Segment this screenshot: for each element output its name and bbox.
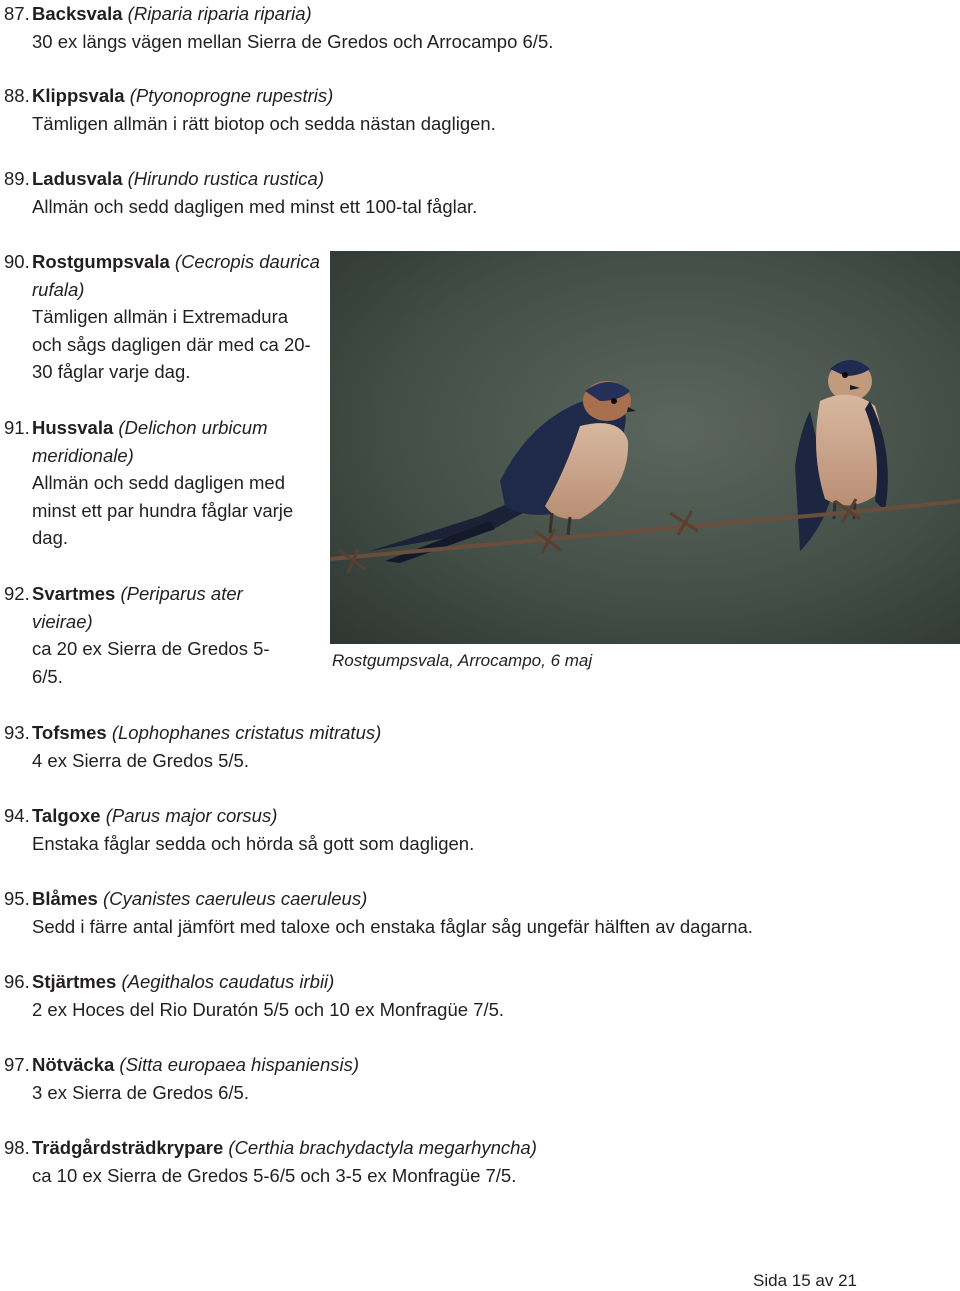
species-name: Svartmes [32,583,116,604]
entry-body [32,802,932,857]
species-observation: 2 ex Hoces del Rio Duratón 5/5 och 10 ex Monfragüe 7/5. [32,998,505,1020]
species-latin-name: (Lophophanes cristatus mitratus) [111,722,382,743]
species-observation: Allmän och sedd dagligen med minst ett par hundra fåglar varje dag. [32,472,294,548]
entry-number: 90. [4,251,30,272]
photo-caption: Rostgumpsvala, Arrocampo, 6 maj [332,651,593,670]
species-name: Blåmes [32,888,98,909]
species-observation: 4 ex Sierra de Gredos 5/5. [32,749,249,771]
entry-number: 88. [4,85,30,106]
species-name: Klippsvala [32,85,125,106]
entry-number: 98. [4,1137,30,1158]
species-name: Backsvala [32,3,123,24]
species-name: Tofsmes [32,722,107,743]
species-observation: Tämligen allmän i Extremadura och sågs dagligen där med ca 20-30 fåglar varje dag. [32,306,311,382]
species-observation: ca 10 ex Sierra de Gredos 5-6/5 och 3-5 ex Monfragüe 7/5. [32,1164,517,1186]
species-latin-name: (Certhia brachydactyla megarhyncha) [228,1137,537,1158]
species-latin-name: (Periparus ater vieirae) [32,583,243,632]
species-name: Stjärtmes [32,971,117,992]
entry-number: 97. [4,1054,30,1075]
entry-body [32,82,932,137]
species-latin-name: (Ptyonoprogne rupestris) [129,85,334,106]
species-latin-name: (Delichon urbicum meridionale) [32,417,268,466]
entry-number: 95. [4,888,30,909]
entry-body [32,0,932,55]
entry-body [32,719,932,774]
species-latin-name: (Riparia riparia riparia) [127,3,312,24]
entry-number: 89. [4,168,30,189]
page-number: Sida 15 av 21 [753,1271,857,1290]
entry-number: 93. [4,722,30,743]
species-observation: Allmän och sedd dagligen med minst ett 100-tal fåglar. [32,195,478,217]
species-name: Rostgumpsvala [32,251,170,272]
entry-number: 87. [4,3,30,24]
entry-body [32,580,272,690]
species-name: Ladusvala [32,168,123,189]
species-latin-name: (Cecropis daurica rufala) [32,251,320,300]
entry-number: 94. [4,805,30,826]
species-name: Trädgårdsträdkrypare [32,1137,224,1158]
entry-body [32,414,322,552]
species-observation: Enstaka fåglar sedda och hörda så gott som dagligen. [32,832,475,854]
entry-number: 92. [4,583,30,604]
species-latin-name: (Parus major corsus) [105,805,278,826]
species-latin-name: (Aegithalos caudatus irbii) [121,971,335,992]
species-observation: Sedd i färre antal jämfört med taloxe och enstaka fåglar såg ungefär hälften av dagarna. [32,915,753,937]
entry-body [32,165,932,220]
entry-number: 91. [4,417,30,438]
species-observation: 30 ex längs vägen mellan Sierra de Gredos och Arrocampo 6/5. [32,30,554,52]
species-latin-name: (Hirundo rustica rustica) [127,168,325,189]
swallows-on-wire-illustration [330,251,960,644]
species-observation: Tämligen allmän i rätt biotop och sedda nästan dagligen. [32,112,496,134]
species-name: Nötväcka [32,1054,115,1075]
entry-number: 96. [4,971,30,992]
entry-body [32,1051,932,1106]
species-latin-name: (Sitta europaea hispaniensis) [119,1054,360,1075]
entry-body [32,885,932,940]
species-observation: 3 ex Sierra de Gredos 6/5. [32,1081,249,1103]
entry-body [32,968,932,1023]
species-observation: ca 20 ex Sierra de Gredos 5-6/5. [32,638,270,687]
species-latin-name: (Cyanistes caeruleus caeruleus) [102,888,368,909]
entry-body [32,1134,932,1189]
bird-photo [330,251,960,644]
species-name: Talgoxe [32,805,101,826]
species-name: Hussvala [32,417,114,438]
entry-body [32,248,322,386]
